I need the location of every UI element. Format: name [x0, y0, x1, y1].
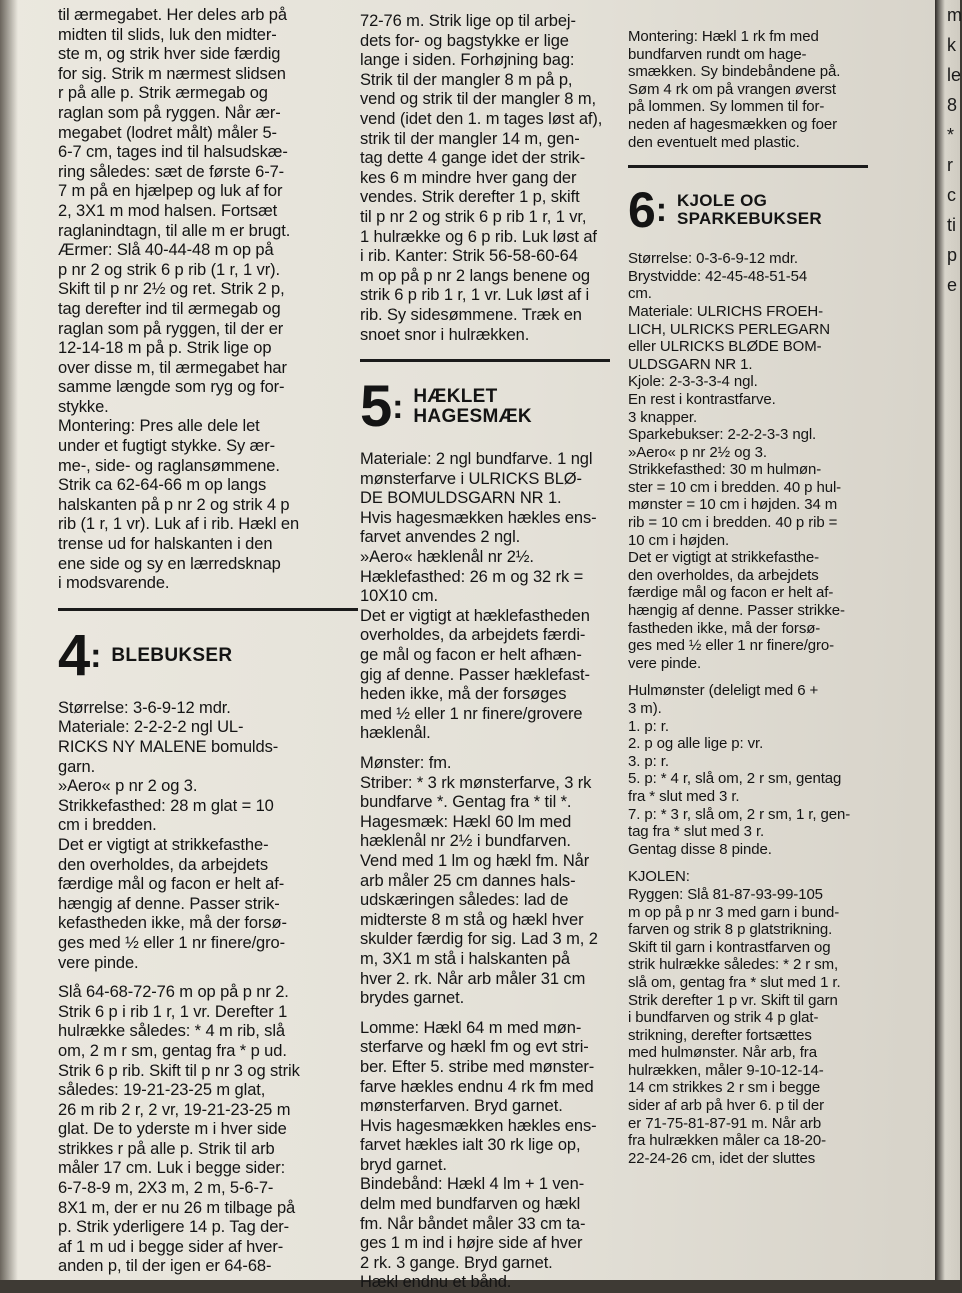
- text-line: 2, 3X1 m mod halsen. Fortsæt: [58, 201, 278, 220]
- text-line: bundfarven rundt om hage-: [628, 45, 807, 63]
- section-6-header: [628, 182, 868, 239]
- text-line: 7 m på en hjælpep og luk af for: [58, 182, 283, 201]
- text-line: Strik 6 p rib. Skift til p nr 3 og strik: [58, 1061, 300, 1080]
- text-line: skulder færdig for sig. Lad 3 m, 2: [360, 930, 598, 949]
- text-line: måler 17 cm. Luk i begge sider:: [58, 1159, 286, 1178]
- text-line: trense ud for halskanten i den: [58, 535, 273, 554]
- text-line: fra * slut med 3 r.: [628, 787, 740, 805]
- text-line: En rest i kontrastfarve.: [628, 390, 776, 408]
- text-line: færdige mål og facon er helt af-: [628, 584, 834, 602]
- text-line: fm. Når båndet måler 33 cm ta-: [360, 1214, 586, 1233]
- next-page-text-fragment: e: [947, 275, 958, 295]
- section-title: [677, 192, 822, 228]
- section-number: 4: [58, 622, 91, 688]
- next-page-text-fragment: c: [947, 185, 956, 205]
- text-line: 3 knapper.: [628, 408, 698, 426]
- text-line: neden af hagesmækken og foer: [628, 115, 838, 133]
- text-line: Søm 4 rk om på vrangen øverst: [628, 80, 837, 98]
- text-line: bryd garnet.: [360, 1155, 447, 1174]
- paragraph-gap: [58, 973, 358, 983]
- text-line: mønster = 10 cm i højden. 34 m: [628, 496, 838, 514]
- section-number: 6: [628, 182, 656, 239]
- text-line: ULDSGARN NR 1.: [628, 355, 753, 373]
- text-line: m op på p nr 3 med garn i bund-: [628, 903, 840, 921]
- text-line: til ærmegabet. Her deles arb på: [58, 6, 287, 24]
- text-line: vend (idet den 1. m tages løst af),: [360, 109, 603, 128]
- next-page-text-fragment: m: [947, 5, 962, 25]
- column-2-text: [360, 12, 610, 345]
- text-line: er 71-75-81-87-91 m. Når arb: [628, 1114, 822, 1132]
- text-line: Skift til p nr 2½ og ret. Strik 2 p,: [58, 280, 285, 299]
- text-line: hængig af denne. Passer strikke-: [628, 602, 845, 620]
- text-line: vendes. Strik derefter 1 p, skift: [360, 188, 580, 207]
- text-line: Ryggen: Slå 81-87-93-99-105: [628, 885, 823, 903]
- text-line: 10 cm i højden.: [628, 531, 730, 549]
- text-line: 1. p: r.: [628, 717, 669, 735]
- text-line: 2. p og alle lige p: vr.: [628, 735, 764, 753]
- text-line: 22-24-26 cm, idet der sluttes: [628, 1149, 816, 1167]
- column-3-text: [628, 28, 868, 151]
- text-line: Hulmønster (deleligt med 6 +: [628, 682, 819, 700]
- paragraph-gap: [360, 744, 610, 754]
- next-page-text-fragment: r: [947, 155, 953, 175]
- column-3: [628, 28, 868, 1167]
- text-line: 6-7-8-9 m, 2X3 m, 2 m, 5-6-7-: [58, 1179, 274, 1198]
- section-colon: :: [90, 636, 102, 675]
- text-line: eller ULRICKS BLØDE BOM-: [628, 338, 822, 356]
- text-line: m, 3X1 m stå i halskanten på: [360, 949, 570, 968]
- text-line: for sig. Strik m nærmest slidsen: [58, 64, 286, 83]
- text-line: hængig af denne. Passer strik-: [58, 894, 280, 913]
- text-line: farvet hækles ialt 30 rk lige op,: [360, 1136, 581, 1155]
- text-line: Vend med 1 lm og hækl fm. Når: [360, 851, 590, 870]
- text-line: tag fra * slut med 3 r.: [628, 823, 765, 841]
- column-1-text: [58, 6, 358, 594]
- text-line: 26 m rib 2 r, 2 vr, 19-21-23-25 m: [58, 1100, 291, 1119]
- text-line: farve hækles endnu 4 rk fm med: [360, 1077, 594, 1096]
- text-line: »Aero« p nr 2 og 3.: [58, 777, 198, 796]
- text-line: fastheden ikke, må der forsø-: [628, 619, 821, 637]
- text-line: Hagesmæk: Hækl 60 lm med: [360, 812, 572, 831]
- section-4-header: [58, 622, 358, 688]
- section-title: [413, 387, 532, 427]
- text-line: gig af denne. Passer hæklefast-: [360, 665, 590, 684]
- text-line: strikning, derefter fortsættes: [628, 1026, 812, 1044]
- text-line: Slå 64-68-72-76 m op på p nr 2.: [58, 983, 289, 1002]
- text-line: vere pinde.: [58, 953, 139, 972]
- text-line: ges med ½ eller 1 nr finere/gro-: [628, 637, 835, 655]
- text-line: ste m, og strik hver side færdig: [58, 45, 281, 64]
- text-line: Bindebånd: Hækl 4 lm + 1 ven-: [360, 1175, 585, 1194]
- text-line: Størrelse: 0-3-6-9-12 mdr.: [628, 250, 798, 268]
- text-line: 3. p: r.: [628, 752, 669, 770]
- text-line: rib. Sy sidesømmene. Træk en: [360, 305, 582, 324]
- next-page-text-fragment: le: [947, 65, 962, 85]
- text-line: 2 rk. 3 gange. Bryd garnet.: [360, 1253, 553, 1272]
- text-line: bundfarve *. Gentag fra * til *.: [360, 793, 572, 812]
- paragraph-gap: [628, 858, 868, 868]
- text-line: Brystvidde: 42-45-48-51-54: [628, 267, 808, 285]
- text-line: p nr 2 og strik 6 p rib (1 r, 1 vr).: [58, 260, 280, 279]
- text-line: med hulmønster. Når arb, fra: [628, 1044, 817, 1062]
- text-line: i modsvarende.: [58, 574, 170, 593]
- text-line: ges 1 m ind i højre side af hver: [360, 1234, 583, 1253]
- text-line: slå om, gentag fra * slut med 1 r.: [628, 973, 841, 991]
- text-line: hæklenål.: [360, 724, 431, 743]
- section-title-line: SPARKEBUKSER: [676, 209, 822, 229]
- text-line: m op på p nr 2 langs benene og: [360, 266, 591, 285]
- text-line: 10X10 cm.: [360, 587, 438, 606]
- text-line: heden ikke, må der forsøges: [360, 685, 567, 704]
- text-line: Gentag disse 8 pinde.: [628, 840, 772, 858]
- text-line: samme længde som ryg og for-: [58, 378, 285, 397]
- text-line: under et fugtigt stykke. Sy ær-: [58, 437, 275, 456]
- text-line: tag derefter ind til ærmegab og: [58, 299, 281, 318]
- text-line: raglanindtagn, til alle m er brugt.: [58, 221, 291, 240]
- text-line: 3 m).: [628, 700, 662, 717]
- text-line: stykke.: [58, 397, 109, 416]
- text-line: Materiale: 2 ngl bundfarve. 1 ngl: [360, 450, 593, 469]
- text-line: »Aero« hæklenål nr 2½.: [360, 548, 534, 567]
- text-line: hæklenål nr 2½ i bundfarven.: [360, 832, 571, 851]
- next-page-edge: [935, 0, 960, 1280]
- text-line: garn.: [58, 757, 96, 776]
- text-line: Strik 6 p i rib 1 r, 1 vr. Derefter 1: [58, 1002, 288, 1021]
- text-line: den overholdes, da arbejdets: [58, 855, 269, 874]
- text-line: Materiale: 2-2-2-2 ngl UL-: [58, 718, 244, 737]
- text-line: den overholdes, da arbejdets: [628, 566, 819, 584]
- text-line: Ærmer: Slå 40-44-48 m op på: [58, 241, 274, 260]
- text-line: arb måler 25 cm dannes hals-: [360, 871, 576, 890]
- text-line: færdige mål og facon er helt af-: [58, 875, 285, 894]
- section-title-line: HAGESMÆK: [413, 406, 532, 428]
- text-line: strik hulrække således: * 2 r sm,: [628, 956, 839, 974]
- text-line: hver 2. rk. Når arb måler 31 cm: [360, 969, 586, 988]
- text-line: Det er vigtigt at strikkefasthe-: [58, 835, 269, 854]
- text-line: Strikkefasthed: 30 m hulmøn-: [628, 461, 822, 479]
- text-line: vend og strik til der mangler 8 m,: [360, 90, 596, 109]
- text-line: Strik derefter 1 p vr. Skift til garn: [628, 991, 838, 1009]
- section-5-body: [360, 450, 610, 1293]
- text-line: 8X1 m, der er nu 26 m tilbage på: [58, 1198, 296, 1217]
- text-line: fra hulrækken måler ca 18-20-: [628, 1132, 827, 1150]
- text-line: ber. Efter 5. stribe med mønster-: [360, 1057, 595, 1076]
- text-line: på lommen. Sy lommen til for-: [628, 98, 825, 116]
- text-line: ring således: sæt de første 6-7-: [58, 162, 285, 181]
- text-line: Hvis hagesmækken hækles ens-: [360, 1116, 597, 1135]
- text-line: Strik ca 62-64-66 m op langs: [58, 476, 267, 495]
- text-line: raglan som på ryggen, til der er: [58, 319, 284, 338]
- text-line: 72-76 m. Strik lige op til arbej-: [360, 12, 576, 30]
- text-line: smækken. Sy bindebåndene på.: [628, 63, 841, 81]
- text-line: hulrække således: * 4 m rib, slå: [58, 1022, 285, 1041]
- text-line: Montering: Hækl 1 rk fm med: [628, 28, 819, 45]
- text-line: ene side og sy en lærredsknap: [58, 554, 281, 573]
- text-line: cm i bredden.: [58, 816, 157, 835]
- paragraph-gap: [628, 672, 868, 682]
- text-line: tag dette 4 gange idet der strik-: [360, 149, 586, 168]
- column-2: [360, 12, 610, 1293]
- text-line: p. Strik yderligere 14 p. Tag der-: [58, 1218, 290, 1237]
- text-line: af 1 m ud i begge sider af hver-: [58, 1237, 284, 1256]
- text-line: »Aero« p nr 2½ og 3.: [628, 443, 767, 461]
- text-line: kes 6 m mindre hver gang der: [360, 168, 577, 187]
- section-number: 5: [360, 374, 393, 440]
- text-line: LICH, ULRICKS PERLEGARN: [628, 320, 830, 338]
- text-line: KJOLEN:: [628, 868, 690, 886]
- text-line: ge mål og facon er helt afhæn-: [360, 646, 582, 665]
- section-5-header: [360, 374, 610, 440]
- text-line: vere pinde.: [628, 654, 702, 672]
- next-page-text-fragment: 8: [947, 95, 958, 115]
- text-line: i bundfarven og strik 4 p glat-: [628, 1009, 819, 1027]
- text-line: Kjole: 2-3-3-3-4 ngl.: [628, 373, 758, 391]
- text-line: Montering: Pres alle dele let: [58, 417, 260, 436]
- text-line: megabet (lodret målt) måler 5-: [58, 123, 277, 142]
- next-page-text-fragment: *: [947, 125, 955, 145]
- text-line: Mønster: fm.: [360, 754, 452, 772]
- text-line: delm med bundfarven og hækl: [360, 1195, 581, 1214]
- paragraph-gap: [360, 1009, 610, 1019]
- text-line: me-, side- og raglansømmene.: [58, 456, 280, 475]
- text-line: Det er vigtigt at hæklefastheden: [360, 606, 590, 625]
- text-line: Strik til der mangler 8 m på p,: [360, 70, 573, 89]
- section-divider: [360, 359, 610, 362]
- text-line: midterste 8 m stå og hækl hver: [360, 910, 584, 929]
- text-line: anden p, til der igen er 64-68-: [58, 1257, 272, 1276]
- text-line: cm.: [628, 285, 652, 303]
- text-line: strik til der mangler 14 m, gen-: [360, 129, 580, 148]
- section-title-line: HÆKLET: [413, 386, 498, 408]
- text-line: farvet anvendes 2 ngl.: [360, 528, 521, 547]
- section-4-body: [58, 699, 358, 1277]
- text-line: hulrækken, måler 9-10-12-14-: [628, 1061, 824, 1079]
- text-line: 5. p: * 4 r, slå om, 2 r sm, gentag: [628, 770, 842, 788]
- section-title-line: KJOLE OG: [676, 191, 768, 211]
- text-line: Striber: * 3 rk mønsterfarve, 3 rk: [360, 773, 592, 792]
- text-line: til p nr 2 og strik 6 p rib 1 r, 1 vr,: [360, 207, 587, 226]
- section-title: BLEBUKSER: [111, 644, 233, 666]
- text-line: snoet snor i hulrækken.: [360, 325, 530, 344]
- text-line: brydes garnet.: [360, 989, 465, 1008]
- text-line: strikkes r på alle p. Strik til arb: [58, 1139, 275, 1158]
- text-line: halskanten på p nr 2 og strik 4 p: [58, 495, 290, 514]
- section-colon: :: [655, 191, 667, 230]
- text-line: ster = 10 cm i bredden. 40 p hul-: [628, 478, 842, 496]
- next-page-text-fragment: ti: [947, 215, 956, 235]
- text-line: dets for- og bagstykke er lige: [360, 31, 569, 50]
- text-line: i rib. Kanter: Strik 56-58-60-64: [360, 247, 578, 266]
- text-line: mønsterfarve i ULRICKS BLØ-: [360, 469, 582, 488]
- section-divider: [628, 165, 868, 168]
- text-line: om, 2 m r sm, gentag fra * p ud.: [58, 1041, 287, 1060]
- text-line: Det er vigtigt at strikkefasthe-: [628, 549, 820, 567]
- column-1: [58, 6, 358, 1277]
- text-line: Materiale: ULRICHS FROEH-: [628, 302, 824, 320]
- text-line: sterfarve og hækl fm og evt stri-: [360, 1038, 589, 1057]
- text-line: r på alle p. Strik ærmegab og: [58, 84, 268, 103]
- text-line: overholdes, da arbejdets færdi-: [360, 626, 586, 645]
- text-line: Lomme: Hækl 64 m med møn-: [360, 1018, 582, 1037]
- text-line: Størrelse: 3-6-9-12 mdr.: [58, 698, 231, 717]
- binding-shadow: [0, 0, 18, 1280]
- text-line: rib (1 r, 1 vr). Luk af i rib. Hækl en: [58, 515, 300, 534]
- text-line: strik 6 p rib 1 r, 1 vr. Luk løst af i: [360, 286, 590, 305]
- section-divider: [58, 608, 358, 611]
- text-line: Skift til garn i kontrastfarven og: [628, 938, 831, 956]
- text-line: RICKS NY MALENE bomulds-: [58, 738, 279, 756]
- text-line: Strikkefasthed: 28 m glat = 10: [58, 796, 274, 815]
- text-line: sider af arb på hver 6. p til der: [628, 1097, 824, 1115]
- next-page-text-fragment: k: [947, 35, 956, 55]
- text-line: DE BOMULDSGARN NR 1.: [360, 489, 562, 508]
- text-line: Hvis hagesmækken hækles ens-: [360, 508, 597, 527]
- section-6-body: [628, 250, 868, 1167]
- text-line: 1 hulrække og 6 p rib. Luk løst af: [360, 227, 597, 246]
- text-line: farven og strik 8 p glatstrikning.: [628, 921, 833, 939]
- text-line: over disse m, til ærmegabet har: [58, 358, 287, 377]
- text-line: udskæringen således: lad de: [360, 891, 569, 910]
- text-line: mønsterfarven. Bryd garnet.: [360, 1097, 563, 1116]
- section-colon: :: [392, 388, 404, 427]
- text-line: raglan som på ryggen. Når ær-: [58, 103, 281, 122]
- text-line: 12-14-18 m på p. Strik lige op: [58, 339, 272, 358]
- text-line: ges med ½ eller 1 nr finere/gro-: [58, 933, 285, 952]
- text-line: rib = 10 cm i bredden. 40 p rib =: [628, 514, 838, 532]
- text-line: Sparkebukser: 2-2-2-3-3 ngl.: [628, 426, 817, 444]
- text-line: glat. De to yderste m i hver side: [58, 1120, 287, 1139]
- text-line: således: 19-21-23-25 m glat,: [58, 1081, 266, 1100]
- text-line: 14 cm strikkes 2 r sm i begge: [628, 1079, 821, 1097]
- text-line: Hæklefasthed: 26 m og 32 rk =: [360, 567, 584, 586]
- text-line: midten til slids, luk den midter-: [58, 25, 277, 44]
- text-line: 6-7 cm, tages ind til halsudskæ-: [58, 143, 288, 162]
- text-line: med ½ eller 1 nr finere/grovere: [360, 704, 583, 723]
- text-line: lange i siden. Forhøjning bag:: [360, 51, 575, 70]
- text-line: den eventuelt med plastic.: [628, 133, 800, 151]
- next-page-text-fragment: p: [947, 245, 958, 265]
- text-line: 7. p: * 3 r, slå om, 2 r sm, 1 r, gen-: [628, 805, 851, 823]
- text-line: Hækl endnu et bånd.: [360, 1273, 512, 1292]
- text-line: kefastheden ikke, må der forsø-: [58, 914, 287, 933]
